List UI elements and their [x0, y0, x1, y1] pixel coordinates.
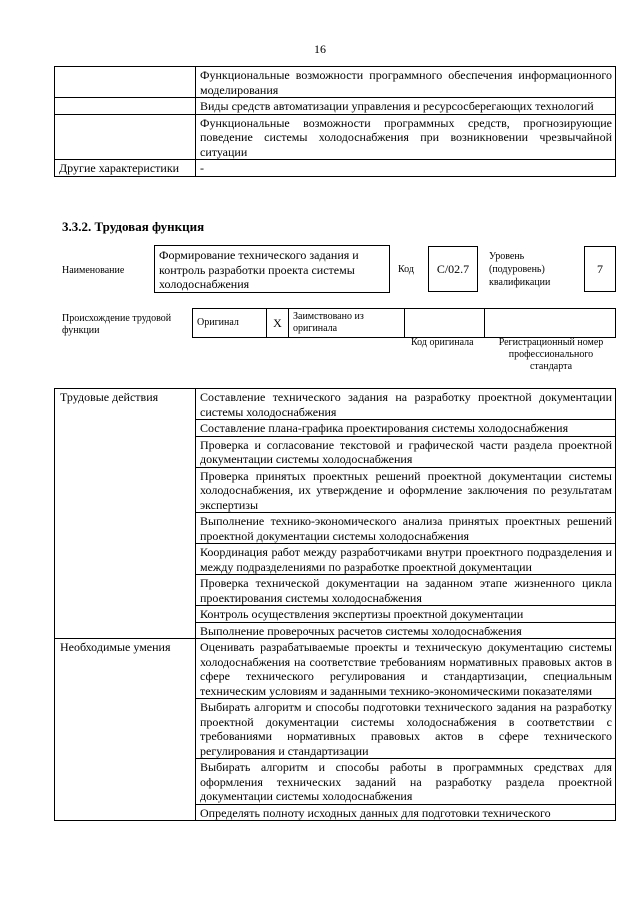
- empty-category-cell: [55, 114, 196, 160]
- borrowed-cell: Заимствовано из оригинала: [289, 309, 405, 338]
- labor-action-item: Контроль осуществления экспертизы проектной документации: [196, 606, 616, 623]
- reg-number-cell: [485, 309, 616, 338]
- original-mark: X: [267, 309, 289, 338]
- table-row: [55, 389, 616, 420]
- labor-action-item: Выполнение технико-экономического анализа принятых проектных решений проектной документации системы холодоснабжения: [196, 513, 616, 544]
- empty-category-cell: [55, 67, 196, 98]
- name-label: Наименование: [62, 265, 125, 276]
- reg-number-caption: Регистрационный номер профессионального стандарта: [498, 337, 604, 372]
- origin-label: [62, 313, 171, 337]
- labor-action-item: Проверка и согласование текстовой и графической части раздела проектной документации системы холодоснабжения: [196, 436, 616, 467]
- labor-action-item: Проверка принятых проектных решений проектной документации системы холодоснабжения, их утверждение и оформление заключения по результатам экспертизы: [196, 467, 616, 513]
- page-number: 16: [314, 42, 326, 56]
- table-row: [55, 114, 616, 160]
- knowledge-table-continued: [54, 66, 616, 177]
- qualification-level: 7: [584, 246, 616, 292]
- labor-function-table: [54, 388, 616, 821]
- knowledge-item: Функциональные возможности программных средств, прогнозирующие поведение системы холодоснабжения при возникновении чрезвычайной ситуации: [196, 114, 616, 160]
- labor-action-item: Координация работ между разработчиками внутри проектного подразделения и между подразделениями по разработке проектной документации: [196, 544, 616, 575]
- empty-category-cell: [55, 98, 196, 115]
- labor-action-item: Проверка технической документации на заданном этапе жизненного цикла проектирования системы холодоснабжения: [196, 575, 616, 606]
- origin-label-line: Происхождение трудовой: [62, 313, 172, 324]
- level-label-line: (подуровень): [489, 264, 545, 275]
- function-name: Формирование технического задания и контроль разработки проекта системы холодоснабжения: [154, 245, 390, 293]
- labor-actions-label: Трудовые действия: [55, 389, 196, 639]
- table-row: [193, 309, 616, 338]
- skills-label: Необходимые умения: [55, 639, 196, 821]
- other-characteristics-value: -: [196, 160, 616, 177]
- skill-item: Определять полноту исходных данных для подготовки технического: [196, 804, 616, 821]
- level-label-line: Уровень: [489, 251, 525, 262]
- code-label: Код: [398, 264, 414, 275]
- labor-action-item: Составление технического задания на разработку проектной документации системы холодоснабжения: [196, 389, 616, 420]
- skill-item: Оценивать разрабатываемые проекты и техническую документацию системы холодоснабжения на соответствие требованиям нормативных правовых актов в сфере технического регулирования и стандартизации, специальным техническим условиям и заданными технико-экономическими показателями: [196, 639, 616, 699]
- knowledge-item: Виды средств автоматизации управления и ресурсосберегающих технологий: [196, 98, 616, 115]
- table-row: [55, 67, 616, 98]
- knowledge-item: Функциональные возможности программного обеспечения информационного моделирования: [196, 67, 616, 98]
- origin-table: [192, 308, 616, 338]
- other-characteristics-label: Другие характеристики: [55, 160, 196, 177]
- origin-label-line: функции: [62, 325, 100, 336]
- table-row: [55, 98, 616, 115]
- labor-action-item: Выполнение проверочных расчетов системы холодоснабжения: [196, 622, 616, 639]
- code-original-caption: Код оригинала: [411, 337, 474, 348]
- skill-item: Выбирать алгоритм и способы работы в программных средствах для оформления технических заданий на разработку раздела проектной документации системы холодоснабжения: [196, 759, 616, 805]
- level-label: [489, 250, 550, 289]
- level-label-line: квалификации: [489, 277, 551, 288]
- labor-action-item: Составление плана-графика проектирования системы холодоснабжения: [196, 420, 616, 437]
- function-code: С/02.7: [428, 246, 478, 292]
- code-original-cell: [405, 309, 485, 338]
- table-row: [55, 160, 616, 177]
- section-heading: 3.3.2. Трудовая функция: [62, 219, 205, 234]
- skill-item: Выбирать алгоритм и способы подготовки технического задания на разработку проектной документации системы холодоснабжения в соответствии с требованиями нормативных правовых актов в сфере технического регулирования и стандартизации: [196, 699, 616, 759]
- table-row: [55, 639, 616, 699]
- original-cell: Оригинал: [193, 309, 267, 338]
